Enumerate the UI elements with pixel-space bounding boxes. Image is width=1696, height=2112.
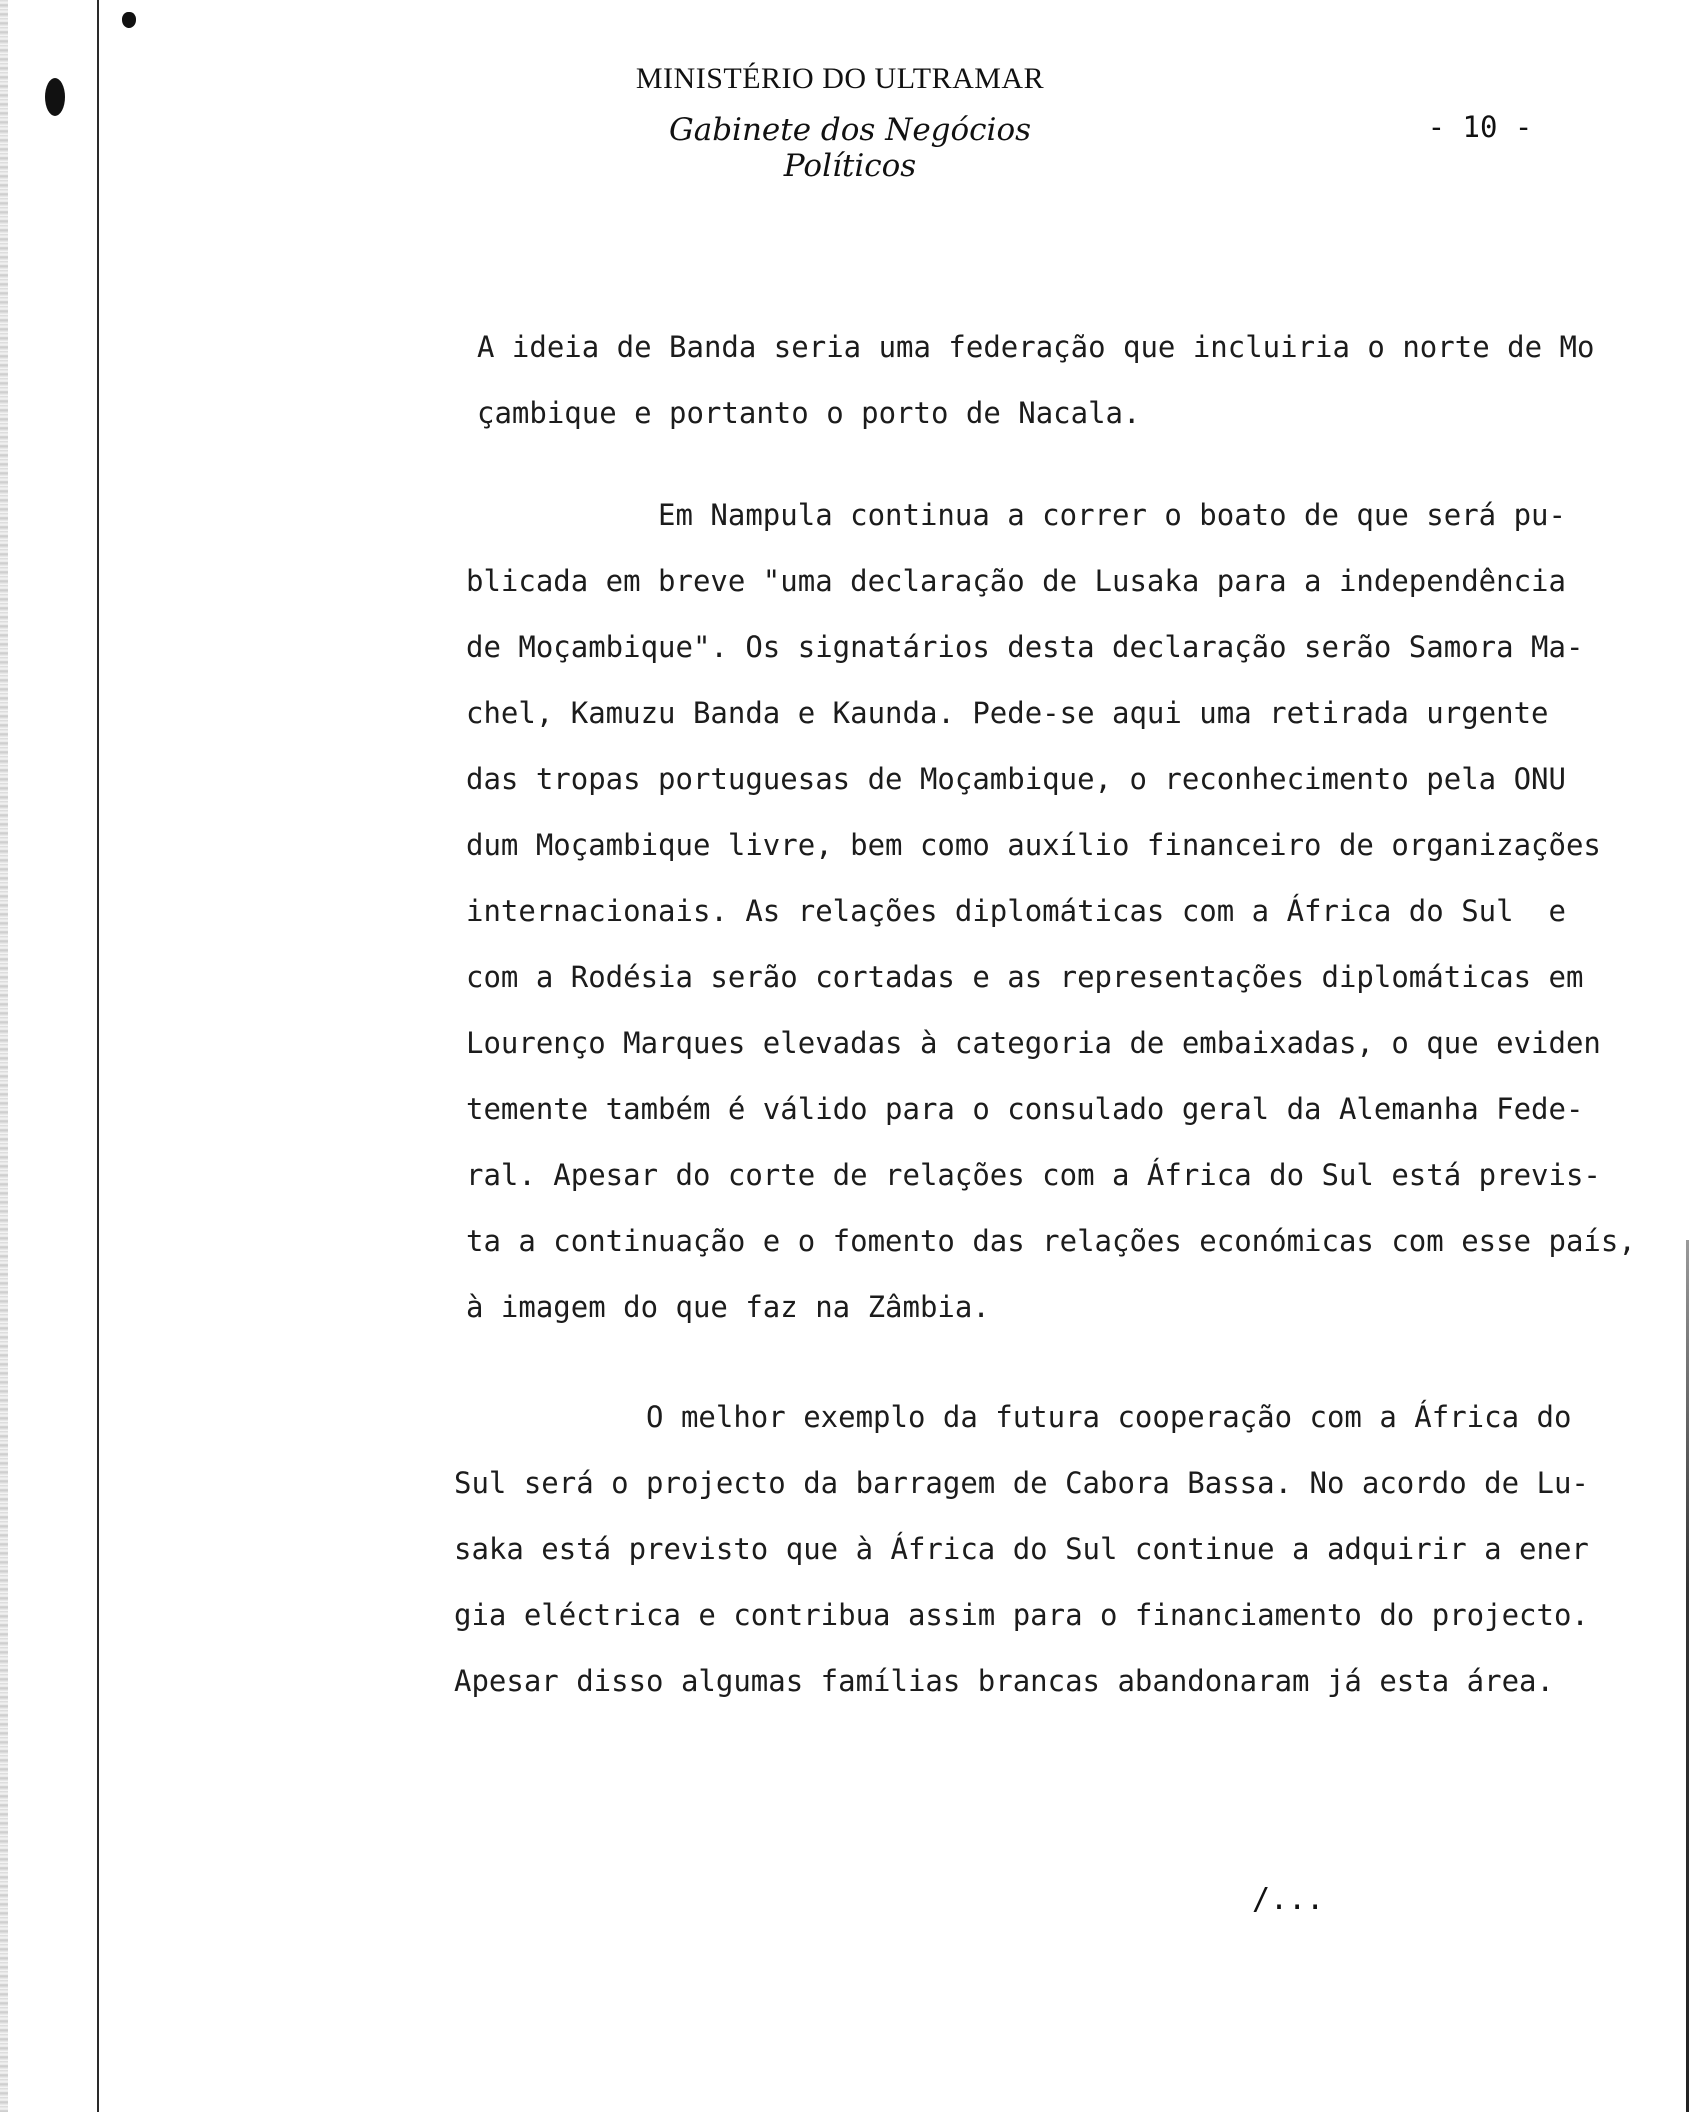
text-line: Lourenço Marques elevadas à categoria de embaixadas, o que eviden	[466, 1026, 1601, 1060]
text-line: ta a continuação e o fomento das relações económicas com esse país,	[466, 1224, 1636, 1258]
text-line: Apesar disso algumas famílias brancas abandonaram já esta área.	[454, 1664, 1554, 1698]
text-line: gia eléctrica e contribua assim para o financiamento do projecto.	[454, 1598, 1589, 1632]
text-line: das tropas portuguesas de Moçambique, o reconhecimento pela ONU	[466, 762, 1566, 796]
text-line: çambique e portanto o porto de Nacala.	[477, 396, 1141, 430]
text-line: de Moçambique". Os signatários desta declaração serão Samora Ma-	[466, 630, 1584, 664]
continuation-mark: /...	[1252, 1882, 1325, 1917]
text-line: saka está previsto que à África do Sul continue a adquirir a ener	[454, 1532, 1589, 1566]
text-line: ral. Apesar do corte de relações com a África do Sul está previs-	[466, 1158, 1601, 1192]
text-line: Sul será o projecto da barragem de Cabora Bassa. No acordo de Lu-	[454, 1466, 1589, 1500]
margin-rule	[97, 0, 99, 2112]
punch-hole-mark	[45, 78, 65, 116]
paragraph-3	[454, 1384, 1589, 1714]
text-line: chel, Kamuzu Banda e Kaunda. Pede-se aqui uma retirada urgente	[466, 696, 1549, 730]
text-line: blicada em breve "uma declaração de Lusaka para a independência	[466, 564, 1566, 598]
paragraph-2	[466, 482, 1636, 1340]
ink-spot-mark	[122, 12, 136, 28]
text-line: Em Nampula continua a correr o boato de que será pu-	[466, 498, 1566, 532]
page-number: - 10 -	[1427, 110, 1533, 144]
text-line: à imagem do que faz na Zâmbia.	[466, 1290, 990, 1324]
text-line: internacionais. As relações diplomáticas com a África do Sul e	[466, 894, 1566, 928]
ministry-title: MINISTÉRIO DO ULTRAMAR	[635, 62, 1045, 95]
text-line: A ideia de Banda seria uma federação que incluiria o norte de Mo	[477, 330, 1595, 364]
text-line: dum Moçambique livre, bem como auxílio financeiro de organizações	[466, 828, 1601, 862]
office-subtitle: Gabinete dos Negócios Políticos	[668, 112, 1032, 184]
text-line: com a Rodésia serão cortadas e as representações diplomáticas em	[466, 960, 1584, 994]
scan-left-edge	[0, 0, 8, 2112]
text-line: temente também é válido para o consulado geral da Alemanha Fede-	[466, 1092, 1584, 1126]
text-line: O melhor exemplo da futura cooperação com a África do	[454, 1400, 1572, 1434]
paragraph-1	[477, 314, 1594, 446]
right-edge-rule	[1686, 1240, 1689, 2112]
